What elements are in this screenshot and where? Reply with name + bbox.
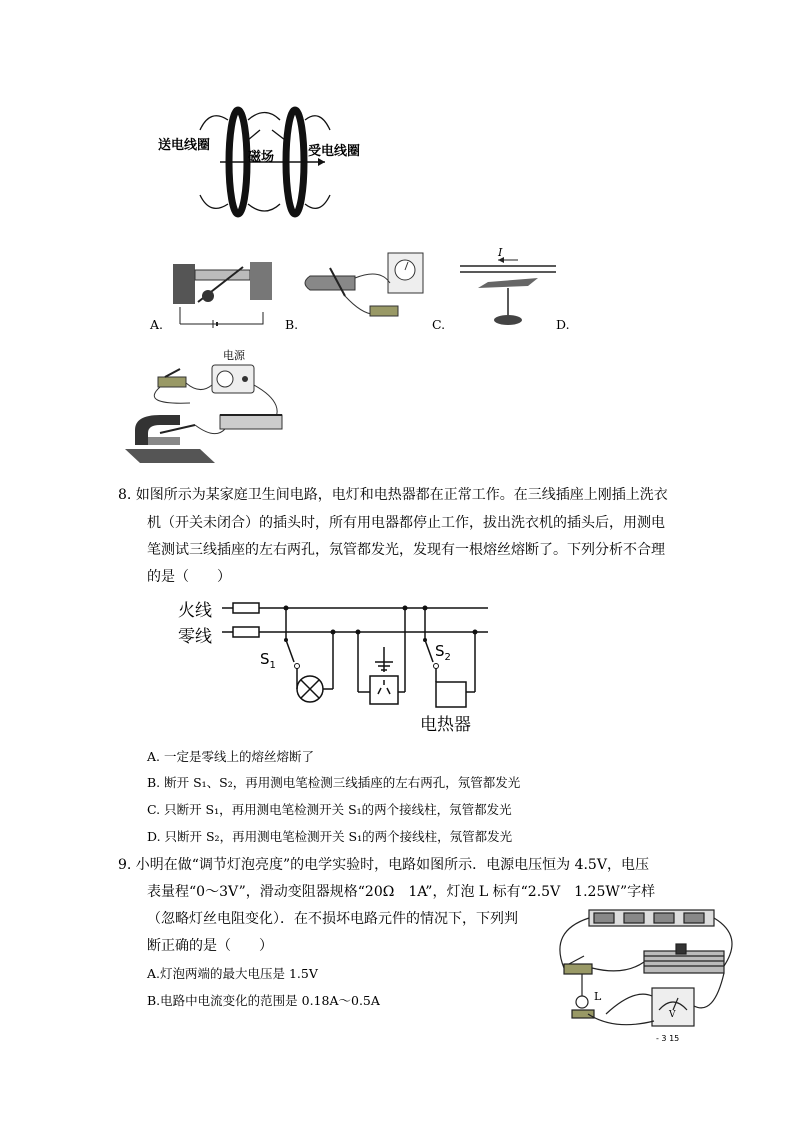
heater-label: 电热器 xyxy=(420,715,471,735)
coil-figure xyxy=(150,100,380,225)
q9-line-3: （忽略灯丝电阻变化）．在不损坏电路元件的情况下，下列判 xyxy=(147,911,518,927)
figure-d xyxy=(120,345,300,467)
q8-line-2: 机（开关未闭合）的插头时，所有用电器都停止工作，拔出洗衣机的插头后，用测电 xyxy=(147,515,665,531)
q9-option-a: A.灯泡两端的最大电压是 1.5V xyxy=(147,966,318,981)
q9-line-4: 断正确的是（ ） xyxy=(147,938,273,954)
label-b: B. xyxy=(285,317,299,332)
label-a: A. xyxy=(150,317,164,332)
field-label: 磁场 xyxy=(248,150,275,165)
q8-line-3: 笔测试三线插座的左右两孔，氖管都发光，发现有一根熔丝熔断了。下列分析不合理 xyxy=(147,542,665,558)
label-d: D. xyxy=(556,317,570,332)
figure-b xyxy=(300,248,430,334)
q8-line-4: 的是（ ） xyxy=(147,569,231,585)
q9-line-1: 9. 小明在做“调节灯泡亮度”的电学实验时，电路如图所示．电源电压恒为 4.5V，电压 xyxy=(118,857,649,873)
power-label: 电源 xyxy=(223,349,245,362)
q8-option-c: C. 只断开 S₁，再用测电笔检测开关 S₁的两个接线柱，氖管都发光 xyxy=(147,802,512,817)
household-circuit xyxy=(170,592,500,737)
q8-option-d: D. 只断开 S₂，再用测电笔检测开关 S₁的两个接线柱，氖管都发光 xyxy=(147,829,513,844)
figure-c xyxy=(458,248,558,330)
q8-option-a: A. 一定是零线上的熔丝熔断了 xyxy=(147,749,314,764)
figure-a xyxy=(168,252,278,332)
lamp-label: L xyxy=(594,990,602,1003)
neutral-wire-label: 零线 xyxy=(178,627,212,647)
voltmeter-symbol: V xyxy=(669,1010,676,1020)
switch-s2-label: $S_2$ xyxy=(435,642,451,663)
receive-coil-label: 受电线圈 xyxy=(308,144,361,159)
switch-s1-label: $S_1$ xyxy=(260,650,276,671)
live-wire-label: 火线 xyxy=(178,601,212,621)
q8-option-b: B. 断开 S₁、S₂，再用测电笔检测三线插座的左右两孔，氖管都发光 xyxy=(147,775,521,790)
q9-option-b: B.电路中电流变化的范围是 0.18A～0.5A xyxy=(147,993,380,1008)
label-c: C. xyxy=(432,317,446,332)
q9-line-2: 表量程“0～3V”，滑动变阻器规格“20Ω 1A”，灯泡 L 标有“2.5V 1.25W”字样 xyxy=(147,884,656,900)
send-coil-label: 送电线圈 xyxy=(158,138,211,153)
voltmeter-terminals: - 3 15 xyxy=(656,1034,680,1043)
q8-line-1: 8. 如图所示为某家庭卫生间电路，电灯和电热器都在正常工作。在三线插座上刚插上洗衣 xyxy=(118,487,668,503)
dimmer-circuit-figure xyxy=(544,906,749,1051)
current-symbol: I xyxy=(498,246,503,259)
